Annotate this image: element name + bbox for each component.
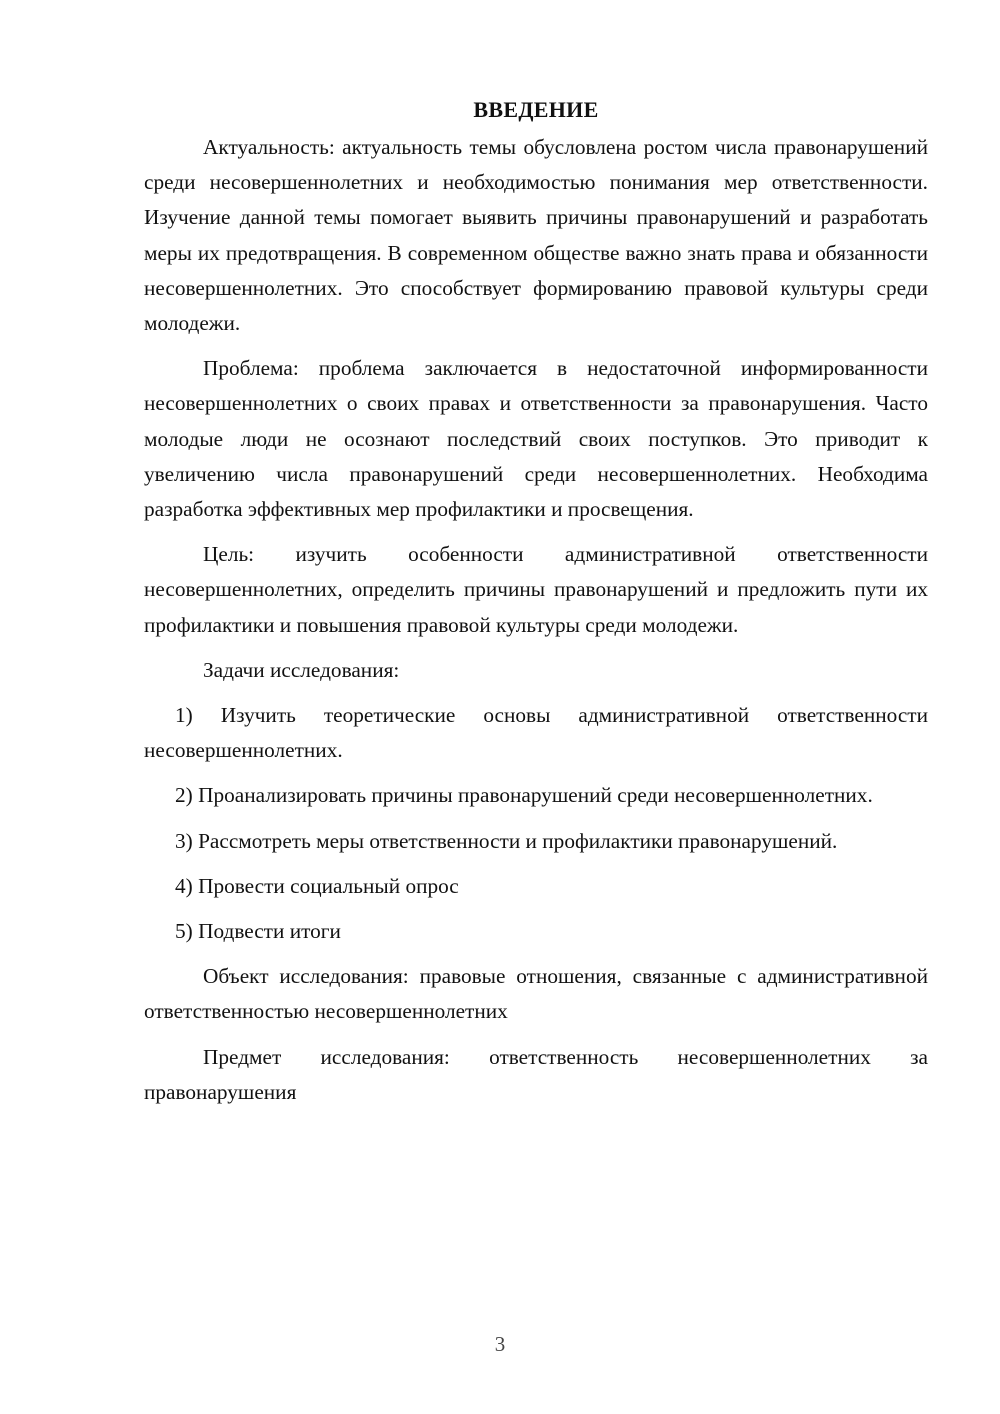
paragraph-problem: Проблема: проблема заключается в недостаточной информированности несовершеннолетних о своих правах и ответственности за правонарушения. Часто молодые люди не осознают последствий своих поступков. Это приводит к увеличению числа правонарушений среди несовершеннолетних. Необходима разработка эффективных мер профилактики и просвещения.: [144, 356, 928, 522]
task-item-5: 5) Подвести итоги: [175, 919, 341, 944]
paragraph-goal: Цель: изучить особенности административной ответственности несовершеннолетних, определить причины правонарушений и предложить пути их профилактики и повышения правовой культуры среди молодежи.: [144, 542, 928, 637]
paragraph-relevance: Актуальность: актуальность темы обусловлена ростом числа правонарушений среди несовершеннолетних и необходимостью понимания мер ответственности. Изучение данной темы помогает выявить причины правонарушений и разработать меры их предотвращения. В современном обществе важно знать права и обязанности несовершеннолетних. Это способствует формированию правовой культуры среди молодежи.: [144, 135, 928, 336]
task-item-4: 4) Провести социальный опрос: [175, 873, 459, 898]
task-item-1: 1) Изучить теоретические основы административной ответственности несовершеннолетних.: [144, 703, 928, 763]
document-page: [144, 94, 928, 1110]
page-number: 3: [494, 1332, 506, 1356]
task-item-2: 2) Проанализировать причины правонарушений среди несовершеннолетних.: [175, 783, 873, 808]
page-title: ВВЕДЕНИЕ: [473, 97, 599, 122]
paragraph-subject: Предмет исследования: ответственность несовершеннолетних за правонарушения: [144, 1044, 928, 1104]
paragraph-object: Объект исследования: правовые отношения, связанные с административной ответственностью несовершеннолетних: [144, 964, 928, 1024]
tasks-heading: Задачи исследования:: [203, 657, 400, 682]
task-item-3: 3) Рассмотреть меры ответственности и профилактики правонарушений.: [175, 828, 838, 853]
